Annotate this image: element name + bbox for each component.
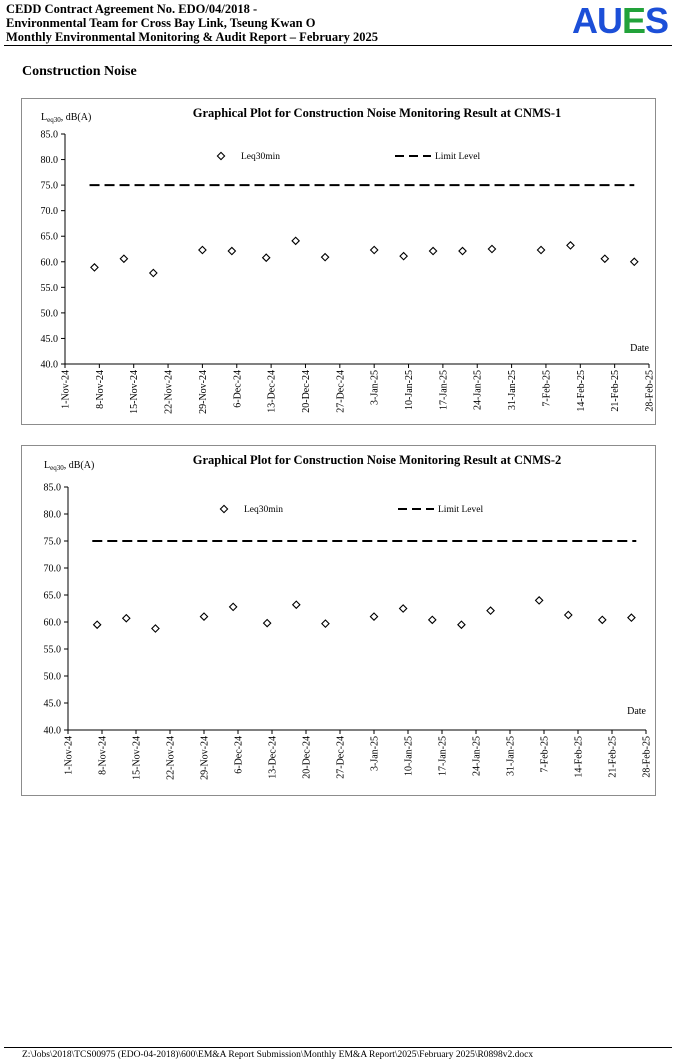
data-point-leq30min — [537, 246, 544, 253]
x-axis-label: Date — [627, 706, 646, 717]
x-tick-label: 31-Jan-25 — [507, 370, 519, 410]
header-divider — [4, 45, 672, 46]
x-tick-label: 29-Nov-24 — [199, 736, 211, 780]
chart-cnms-2-svg — [22, 446, 655, 795]
x-tick-label: 27-Dec-24 — [335, 736, 347, 779]
y-tick-label: 60.0 — [40, 257, 58, 269]
x-tick-label: 24-Jan-25 — [471, 736, 483, 776]
x-tick-label: 3-Jan-25 — [369, 370, 381, 405]
y-axis-label — [44, 460, 94, 472]
x-tick-label: 24-Jan-25 — [472, 370, 484, 410]
x-tick-label: 13-Dec-24 — [267, 736, 279, 779]
y-tick-label: 55.0 — [40, 282, 58, 294]
y-tick-label: 40.0 — [40, 359, 58, 371]
data-point-leq30min — [91, 264, 98, 271]
x-tick-label: 10-Jan-25 — [403, 736, 415, 776]
data-point-leq30min — [120, 255, 127, 262]
data-point-leq30min — [565, 611, 572, 618]
data-point-leq30min — [601, 255, 608, 262]
legend-label-leq30min: Leq30min — [241, 152, 281, 162]
data-point-leq30min — [429, 247, 436, 254]
y-tick-label: 60.0 — [43, 617, 61, 629]
x-tick-label: 1-Nov-24 — [63, 736, 75, 775]
x-tick-label: 21-Feb-25 — [607, 736, 619, 778]
data-point-leq30min — [292, 237, 299, 244]
data-point-leq30min — [123, 615, 130, 622]
data-point-leq30min — [536, 597, 543, 604]
legend-label-limit: Limit Level — [435, 152, 481, 162]
x-axis-label: Date — [630, 343, 649, 354]
y-axis-label-rest: , dB(A) — [63, 460, 95, 471]
y-tick-label: 75.0 — [40, 180, 58, 192]
y-tick-label: 70.0 — [40, 206, 58, 218]
x-tick-label: 6-Dec-24 — [232, 370, 244, 408]
x-tick-label: 20-Dec-24 — [301, 736, 313, 779]
y-axis-label-sub: eq30 — [50, 464, 64, 472]
y-tick-label: 55.0 — [43, 644, 61, 656]
x-tick-label: 8-Nov-24 — [94, 370, 106, 409]
x-tick-label: 22-Nov-24 — [165, 736, 177, 780]
aues-logo — [572, 2, 668, 40]
x-tick-label: 17-Jan-25 — [438, 370, 450, 410]
y-tick-label: 85.0 — [43, 482, 61, 494]
x-tick-label: 22-Nov-24 — [163, 370, 175, 414]
legend-label-leq30min: Leq30min — [244, 505, 284, 515]
x-tick-label: 15-Nov-24 — [129, 370, 141, 414]
data-point-leq30min — [400, 253, 407, 260]
x-tick-label: 1-Nov-24 — [60, 370, 72, 409]
data-point-leq30min — [150, 269, 157, 276]
data-point-leq30min — [293, 601, 300, 608]
x-tick-label: 6-Dec-24 — [233, 736, 245, 774]
x-tick-label: 10-Jan-25 — [404, 370, 416, 410]
x-tick-label: 31-Jan-25 — [505, 736, 517, 776]
x-tick-label: 8-Nov-24 — [97, 736, 109, 775]
data-point-leq30min — [400, 605, 407, 612]
logo-s: S — [644, 0, 668, 41]
chart-title: Graphical Plot for Construction Noise Monitoring Result at CNMS-2 — [192, 453, 562, 467]
chart-cnms-1-svg — [22, 99, 655, 424]
y-tick-label: 50.0 — [43, 671, 61, 683]
data-point-leq30min — [631, 258, 638, 265]
header-team-line: Environmental Team for Cross Bay Link, Tseung Kwan O — [6, 16, 316, 30]
y-axis-label-main: L — [41, 112, 48, 123]
y-tick-label: 80.0 — [43, 509, 61, 521]
y-axis-label — [41, 112, 91, 124]
data-point-leq30min — [230, 603, 237, 610]
data-point-leq30min — [322, 254, 329, 261]
footer-file-path: Z:\Jobs\2018\TCS00975 (EDO-04-2018)\600\EM&A Report Submission\Monthly EM&A Report\2025\February 2025\R0898v2.docx — [22, 1050, 534, 1060]
x-tick-label: 27-Dec-24 — [335, 370, 347, 413]
y-axis-label-main: L — [44, 460, 51, 471]
y-tick-label: 50.0 — [40, 308, 58, 320]
x-tick-label: 20-Dec-24 — [300, 370, 312, 413]
x-tick-label: 13-Dec-24 — [266, 370, 278, 413]
x-tick-label: 17-Jan-25 — [437, 736, 449, 776]
data-point-leq30min — [200, 613, 207, 620]
x-tick-label: 7-Feb-25 — [541, 370, 553, 407]
data-point-leq30min — [458, 621, 465, 628]
data-point-leq30min — [488, 245, 495, 252]
y-tick-label: 45.0 — [40, 333, 58, 345]
data-point-leq30min — [263, 254, 270, 261]
y-axis-label-rest: , dB(A) — [60, 112, 92, 123]
data-point-leq30min — [567, 242, 574, 249]
data-point-leq30min — [628, 614, 635, 621]
y-tick-label: 85.0 — [40, 129, 58, 141]
x-tick-label: 28-Feb-25 — [644, 370, 655, 412]
header-report-line: Monthly Environmental Monitoring & Audit Report – February 2025 — [6, 30, 378, 44]
x-tick-label: 28-Feb-25 — [641, 736, 653, 778]
legend-marker-leq30min — [217, 152, 224, 159]
y-tick-label: 40.0 — [43, 725, 61, 737]
logo-e: E — [621, 0, 645, 41]
chart-cnms-2 — [21, 445, 656, 796]
x-tick-label: 7-Feb-25 — [539, 736, 551, 773]
x-tick-label: 14-Feb-25 — [573, 736, 585, 778]
data-point-leq30min — [94, 621, 101, 628]
y-axis-label-sub: eq30 — [47, 116, 61, 124]
header-contract-line: CEDD Contract Agreement No. EDO/04/2018 - — [6, 2, 258, 16]
chart-cnms-1 — [21, 98, 656, 425]
data-point-leq30min — [429, 616, 436, 623]
legend-label-limit: Limit Level — [438, 505, 484, 515]
data-point-leq30min — [152, 625, 159, 632]
x-tick-label: 15-Nov-24 — [131, 736, 143, 780]
x-tick-label: 21-Feb-25 — [610, 370, 622, 412]
y-tick-label: 65.0 — [40, 231, 58, 243]
legend-marker-leq30min — [220, 505, 227, 512]
x-tick-label: 29-Nov-24 — [197, 370, 209, 414]
y-tick-label: 75.0 — [43, 536, 61, 548]
data-point-leq30min — [459, 247, 466, 254]
section-title: Construction Noise — [22, 64, 137, 79]
data-point-leq30min — [370, 613, 377, 620]
logo-au: AU — [571, 0, 622, 41]
data-point-leq30min — [371, 246, 378, 253]
data-point-leq30min — [199, 246, 206, 253]
data-point-leq30min — [322, 620, 329, 627]
data-point-leq30min — [487, 607, 494, 614]
y-tick-label: 65.0 — [43, 590, 61, 602]
data-point-leq30min — [228, 247, 235, 254]
y-tick-label: 80.0 — [40, 155, 58, 167]
data-point-leq30min — [599, 616, 606, 623]
x-tick-label: 3-Jan-25 — [369, 736, 381, 771]
y-tick-label: 70.0 — [43, 563, 61, 575]
data-point-leq30min — [264, 619, 271, 626]
y-tick-label: 45.0 — [43, 698, 61, 710]
footer-divider — [4, 1047, 672, 1048]
chart-title: Graphical Plot for Construction Noise Monitoring Result at CNMS-1 — [192, 106, 562, 120]
x-tick-label: 14-Feb-25 — [575, 370, 587, 412]
